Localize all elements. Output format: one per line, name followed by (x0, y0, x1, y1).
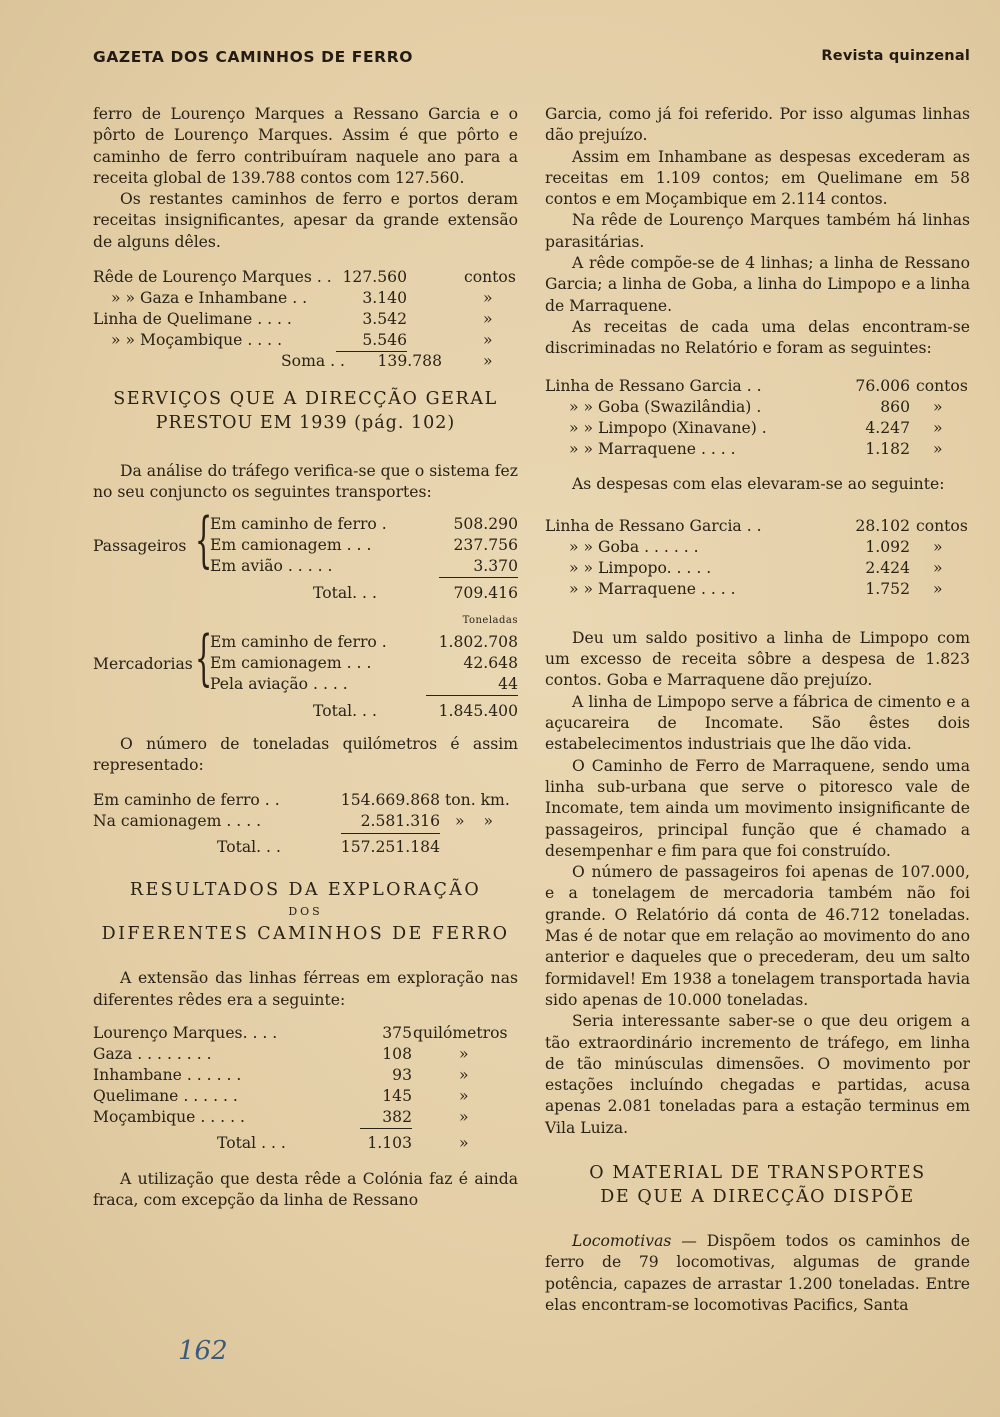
run-in-heading: Locomotivas — (572, 1231, 697, 1250)
paragraph: Deu um saldo positivo a linha de Limpopo com um excesso de receita sôbre a despesa de 1.823 contos. Goba e Marraquene dão prejuízo. (545, 628, 970, 690)
paragraph: A rêde compõe-se de 4 linhas; a linha de Ressano Garcia; a linha de Goba, a linha do Limpopo e a linha de Marraquene. (545, 254, 970, 315)
page-number: 162 (178, 1336, 228, 1366)
table-row: Linha de Ressano Garcia . . 28.102 contos (545, 516, 968, 535)
section-heading: PRESTOU EM 1939 (pág. 102) (155, 413, 456, 434)
paragraph: Locomotivas — Dispõem todos os caminhos de ferro de 79 locomotivas, algumas de grande potência, capazes de arrastar 1.200 toneladas. Entre elas encontram-se locomotivas Pacifics, Santa (545, 1231, 971, 1314)
table-total: Total. . . 709.416 (313, 583, 518, 602)
brace-icon: { (195, 622, 213, 693)
left-column (93, 104, 518, 1211)
table-row: » » Gaza e Inhambane . . 3.140 » (111, 289, 493, 308)
paragraph: A utilização que desta rêde a Colónia faz é ainda fraca, com excepção da linha de Ressano (93, 1169, 518, 1210)
table-total: Total. . . 157.251.184 (217, 838, 440, 857)
table-row: » » Marraquene . . . . 1.182 » (569, 439, 943, 458)
table-row: » » Marraquene . . . . 1.752 » (569, 579, 943, 598)
paragraph: O Caminho de Ferro de Marraquene, sendo uma linha sub-urbana que serve o pitoresco vale de Incomate, tem ainda um movimento insignificante de passageiros, principal função que é chamado a desempenhar e fim para que foi construído. (545, 756, 970, 860)
table-row: Lourenço Marques. . . . 375 quilómetros (93, 1023, 508, 1042)
extension-table (93, 1023, 518, 1155)
table-row: Em caminho de ferro . 508.290 (210, 514, 518, 533)
table-total: Total . . . 1.103 » (217, 1133, 469, 1152)
section-heading: SERVIÇOS QUE A DIRECÇÃO GERAL (113, 389, 498, 410)
paragraph: A linha de Limpopo serve a fábrica de cimento e a açucareira de Incomate. São êstes dois estabelecimentos industriais que lhe dão vida. (545, 692, 970, 754)
section-heading: DIFERENTES CAMINHOS DE FERRO (101, 924, 510, 945)
passenger-table (93, 504, 518, 602)
table-row: Linha de Quelimane . . . . 3.542 » (93, 310, 493, 329)
section-heading: RESULTADOS DA EXPLORAÇÃO (129, 880, 482, 901)
paragraph: Garcia, como já foi referido. Por isso algumas linhas dão prejuízo. (545, 105, 970, 145)
table-row: » » Limpopo (Xinavane) . 4.247 » (569, 418, 943, 437)
table-row: Gaza . . . . . . . . 108 » (93, 1044, 469, 1063)
line-revenue-table (545, 376, 970, 462)
journal-title: GAZETA DOS CAMINHOS DE FERRO (93, 48, 414, 66)
table-row: » » Limpopo. . . . . 2.424 » (569, 558, 943, 577)
table-row: Na camionagem . . . . 2.581.316 » » (93, 811, 518, 832)
table-row: Linha de Ressano Garcia . . 76.006 contos (545, 376, 968, 395)
table-row: » » Moçambique . . . . 5.546 » (93, 330, 518, 351)
paragraph: As receitas de cada uma delas encontram-se discriminadas no Relatório e foram as seguintes: (545, 317, 970, 358)
unit-label: Toneladas (462, 614, 518, 626)
ton-km-table (93, 790, 518, 860)
table-row: Quelimane . . . . . . 145 » (93, 1086, 469, 1105)
passenger-label: Passageiros (93, 536, 187, 555)
table-row: Inhambane . . . . . . 93 » (93, 1065, 469, 1084)
table-row: Rêde de Lourenço Marques . . 127.560 contos (93, 268, 516, 287)
table-row: Em caminho de ferro . 1.802.708 (210, 632, 518, 651)
paragraph: Da análise do tráfego verifica-se que o sistema fez no seu conjuncto os seguintes transportes: (93, 462, 518, 502)
paragraph: O número de toneladas quilómetros é assim representado: (93, 734, 518, 774)
paragraph: As despesas com elas elevaram-se ao seguinte: (572, 474, 945, 493)
table-row: » » Goba . . . . . . 1.092 » (569, 537, 943, 556)
right-column (545, 104, 970, 1316)
table-row: Pela aviação . . . . 44 (93, 674, 518, 695)
journal-subtitle: Revista quinzenal (821, 48, 970, 64)
section-heading: DOS (288, 905, 323, 919)
section-heading: DE QUE A DIRECÇÃO DISPÕE (600, 1186, 915, 1207)
paragraph: A extensão das linhas férreas em exploração nas diferentes rêdes era a seguinte: (93, 969, 518, 1009)
paragraph: Os restantes caminhos de ferro e portos deram receitas insignificantes, apesar da grande extensão de alguns dêles. (93, 190, 518, 251)
revenue-table (93, 267, 518, 373)
freight-label: Mercadorias (93, 654, 193, 673)
table-row: Moçambique . . . . . 382 » (93, 1107, 518, 1128)
table-total: Soma . . 139.788 » (281, 352, 493, 371)
brace-icon: { (195, 504, 213, 575)
paragraph: O número de passageiros foi apenas de 107.000, e a tonelagem de mercadoria também não foi grande. O Relatório dá conta de 46.712 toneladas. Mas é de notar que em relação ao movimento do ano anterior e daqueles que o precederam, deu um salto formidavel! Em 1938 a tonelagem transportada havia sido apenas de 10.000 toneladas. (545, 863, 970, 1009)
table-row: Em camionagem . . . 237.756 (210, 535, 518, 554)
freight-table (93, 622, 518, 722)
paragraph: Na rêde de Lourenço Marques também há linhas parasitárias. (545, 211, 970, 251)
table-row: » » Goba (Swazilândia) . 860 » (569, 397, 943, 416)
table-total: Total. . . 1.845.400 (313, 701, 518, 720)
table-row: Em caminho de ferro . . 154.669.868 ton. km. (93, 791, 510, 810)
section-heading: O MATERIAL DE TRANSPORTES (589, 1162, 926, 1183)
paragraph: ferro de Lourenço Marques a Ressano Garcia e o pôrto de Lourenço Marques. Assim é que pôrto e caminho de ferro contribuíram naquele ano para a receita global de 139.788 contos com 127.560. (93, 105, 518, 187)
table-row: Em avião . . . . . 3.370 (93, 556, 518, 577)
paragraph: Seria interessante saber-se o que deu origem a tão extraordinário incremento de tráfego, em linha de tão minúsculas dimensões. O movimento por estações incluíndo chegadas e partidas, acusa apenas 2.081 toneladas para a estação terminus em Vila Luiza. (545, 1012, 970, 1137)
line-expense-table (545, 516, 970, 602)
paragraph: Assim em Inhambane as despesas excederam as receitas em 1.109 contos; em Quelimane em 58 contos e em Moçambique em 2.114 contos. (545, 147, 970, 209)
table-row: Em camionagem . . . 42.648 (210, 653, 518, 672)
